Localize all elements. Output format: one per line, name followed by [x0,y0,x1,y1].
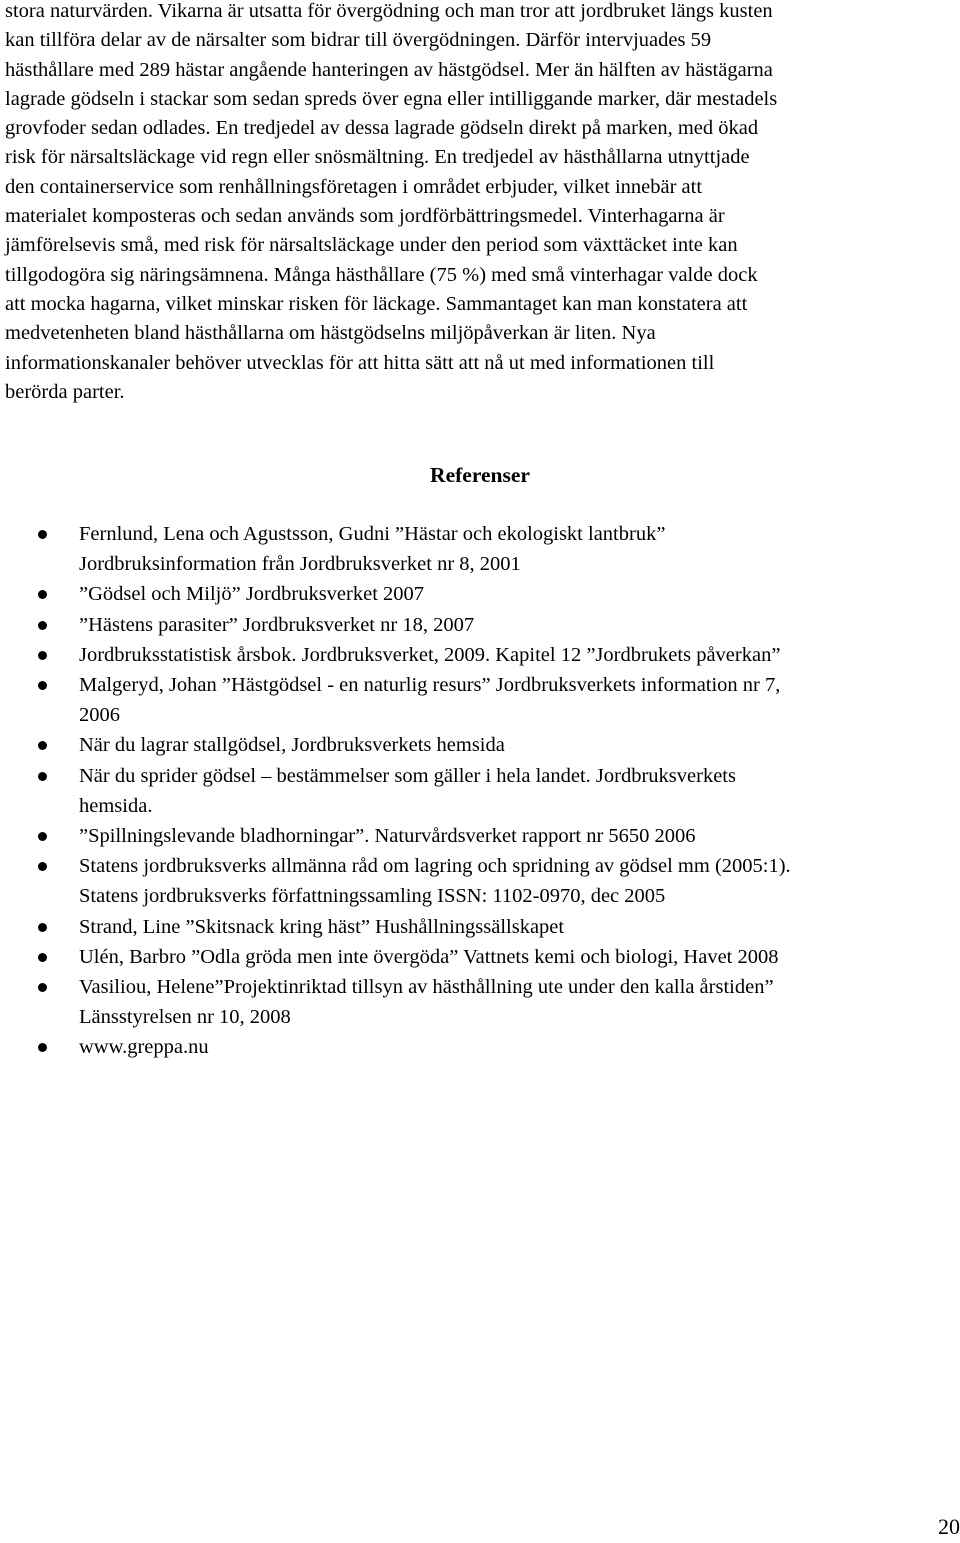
reference-text: När du lagrar stallgödsel, Jordbruksverkets hemsida [79,734,505,757]
reference-text: 2006 [79,704,120,727]
reference-item [0,1032,960,1062]
text-line: informationskanaler behöver utvecklas för att hitta sätt att nå ut med informationen till [5,351,715,374]
reference-item [0,912,960,942]
page-number: 20 [938,1514,960,1539]
reference-item [0,821,960,851]
bullet-icon [38,530,47,539]
reference-item [0,730,960,760]
text-line: kan tillföra delar av de närsalter som bidrar till övergödningen. Därför intervjuades 59 [5,29,712,52]
reference-item [0,610,960,640]
reference-text: Jordbruksinformation från Jordbruksverket nr 8, 2001 [79,553,521,576]
reference-item [0,972,960,1032]
bullet-icon [38,1043,47,1052]
reference-text: Vasiliou, Helene”Projektinriktad tillsyn av hästhållning ute under den kalla årstiden” [79,976,774,999]
reference-text: ”Gödsel och Miljö” Jordbruksverket 2007 [79,583,425,606]
reference-text: hemsida. [79,794,153,817]
reference-text: Statens jordbruksverks allmänna råd om lagring och spridning av gödsel mm (2005:1). [79,855,791,878]
reference-text: Malgeryd, Johan ”Hästgödsel - en naturlig resurs” Jordbruksverkets information nr 7, [79,674,781,697]
text-line: berörda parter. [5,380,125,403]
bullet-icon [38,590,47,599]
text-line: den containerservice som renhållningsföretagen i området erbjuder, vilket innebär att [5,175,703,198]
reference-item [0,640,960,670]
text-line: materialet komposteras och sedan används som jordförbättringsmedel. Vinterhagarna är [5,205,725,228]
reference-item [0,670,960,730]
text-line: hästhållare med 289 hästar angående hanteringen av hästgödsel. Mer än hälften av hästägarna [5,58,773,81]
text-line: lagrade gödseln i stackar som sedan spreds över egna eller intilliggande marker, där mestadels [5,87,778,110]
reference-text: Fernlund, Lena och Agustsson, Gudni ”Hästar och ekologiskt lantbruk” [79,523,666,545]
reference-item [0,851,960,911]
bullet-icon [38,832,47,841]
reference-text: Statens jordbruksverks författningssamling ISSN: 1102-0970, dec 2005 [79,885,666,908]
text-line: medvetenheten bland hästhållarna om hästgödselns miljöpåverkan är liten. Nya [5,322,656,345]
reference-text: ”Hästens parasiter” Jordbruksverket nr 18, 2007 [79,613,475,636]
reference-text: www.greppa.nu [79,1036,209,1059]
reference-text: När du sprider gödsel – bestämmelser som gäller i hela landet. Jordbruksverkets [79,764,736,787]
reference-item [0,761,960,821]
bullet-icon [38,862,47,871]
bullet-icon [38,923,47,932]
body-paragraph [5,0,955,407]
reference-text: ”Spillningslevande bladhorningar”. Naturvårdsverket rapport nr 5650 2006 [79,825,696,848]
reference-item [0,579,960,609]
reference-item [0,519,960,579]
bullet-icon [38,651,47,660]
reference-text: Ulén, Barbro ”Odla gröda men inte övergöda” Vattnets kemi och biologi, Havet 2008 [79,945,779,968]
text-line: jämförelsevis små, med risk för närsaltsläckage under den period som växttäcket inte kan [5,234,738,257]
bullet-icon [38,681,47,690]
reference-text: Strand, Line ”Skitsnack kring häst” Hushållningssällskapet [79,915,565,938]
reference-text: Länsstyrelsen nr 10, 2008 [79,1006,291,1029]
references-list [0,519,960,1063]
text-line: tillgodogöra sig näringsämnena. Många hästhållare (75 %) med små vinterhagar valde dock [5,263,758,286]
reference-item [0,942,960,972]
bullet-icon [38,621,47,630]
bullet-icon [38,983,47,992]
bullet-icon [38,953,47,962]
text-line: stora naturvärden. Vikarna är utsatta för övergödning och man tror att jordbruket längs kusten [5,0,773,22]
text-line: att mocka hagarna, vilket minskar risken för läckage. Sammantaget kan man konstatera att [5,292,748,315]
reference-text: Jordbruksstatistisk årsbok. Jordbruksverket, 2009. Kapitel 12 ”Jordbrukets påverkan” [79,643,781,666]
bullet-icon [38,772,47,781]
bullet-icon [38,741,47,750]
text-line: risk för närsaltsläckage vid regn eller snösmältning. En tredjedel av hästhållarna utnyttjade [5,146,750,169]
text-line: grovfoder sedan odlades. En tredjedel av dessa lagrade gödseln direkt på marken, med ökad [5,117,759,140]
references-heading: Referenser [430,463,530,487]
